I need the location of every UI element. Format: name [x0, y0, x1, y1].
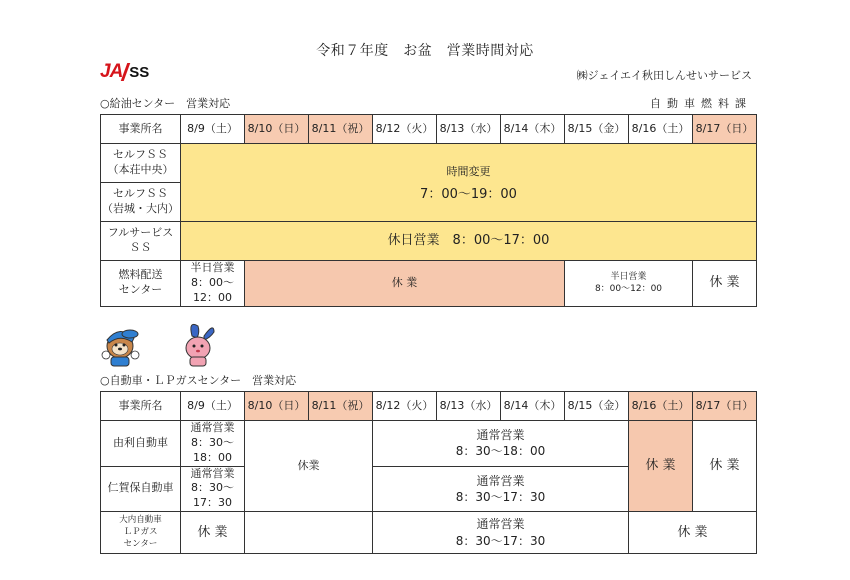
ja-ss-logo [100, 62, 149, 82]
closed-cell: 休 業 [629, 421, 693, 512]
changed-hours-cell: 時間変更 7：00〜19：00 [181, 144, 757, 222]
table-header-row [101, 392, 757, 421]
date-header: 8/9（土） [181, 115, 245, 144]
date-header: 8/15（金） [565, 392, 629, 421]
company-name: ㈱ジェイエイ秋田しんせいサービス [576, 69, 752, 82]
date-header: 8/16（土） [629, 392, 693, 421]
page-title: 令和７年度 お盆 営業時間対応 [316, 43, 534, 59]
logo-ja: JA [100, 61, 123, 82]
logo-ss: SS [129, 64, 150, 81]
table-row [101, 421, 757, 467]
closed-cell: 休 業 [693, 261, 757, 307]
date-header: 8/11（祝） [309, 392, 373, 421]
date-header: 8/16（土） [629, 115, 693, 144]
date-header: 8/14（木） [501, 115, 565, 144]
corner-cell: 事業所名 [101, 115, 181, 144]
closed-cell: 休 業 [693, 421, 757, 512]
date-header: 8/14（木） [501, 392, 565, 421]
table-row [101, 512, 757, 554]
closed-cell: 休 業 [629, 512, 757, 554]
closed-cell: 休 業 [245, 261, 565, 307]
normal-hours-cell: 通常営業 8：30〜18：00 [373, 421, 629, 467]
row-label-self-honjo: セルフＳＳ （本荘中央） [101, 144, 181, 183]
pink-mascot-icon [186, 324, 214, 366]
auto-lpgas-schedule-table [100, 391, 757, 554]
date-header: 8/17（日） [693, 115, 757, 144]
table-header-row [101, 115, 757, 144]
holiday-hours-cell: 休日営業 8：00〜17：00 [181, 222, 757, 261]
row-label-self-iwaki: セルフＳＳ （岩城・大内） [101, 183, 181, 222]
row-label-full-service: フルサービス ＳＳ [101, 222, 181, 261]
table-row [101, 261, 757, 307]
dog-mascot-icon [102, 330, 139, 366]
date-header: 8/10（日） [245, 115, 309, 144]
closed-cell: 休 業 [181, 512, 245, 554]
date-header: 8/13（水） [437, 392, 501, 421]
section1-heading: ○給油センター 営業対応 [100, 97, 231, 110]
date-header: 8/9（土） [181, 392, 245, 421]
half-day-cell: 半日営業 8：00〜12：00 [181, 261, 245, 307]
normal-hours-cell: 通常営業 8：30〜18：00 [181, 421, 245, 467]
row-label-fuel-delivery: 燃料配送 センター [101, 261, 181, 307]
fuel-center-schedule-table [100, 114, 757, 307]
date-header: 8/12（火） [373, 115, 437, 144]
date-header: 8/10（日） [245, 392, 309, 421]
corner-cell: 事業所名 [101, 392, 181, 421]
row-label-yuri: 由利自動車 [101, 421, 181, 467]
department-name: 自動車燃料課 [650, 97, 752, 110]
normal-hours-cell: 通常営業 8：30〜17：30 [181, 466, 245, 512]
date-header: 8/17（日） [693, 392, 757, 421]
table-row [101, 144, 757, 183]
date-header: 8/12（火） [373, 392, 437, 421]
normal-hours-cell: 通常営業 8：30〜17：30 [373, 466, 629, 512]
date-header: 8/13（水） [437, 115, 501, 144]
half-day-cell: 半日営業 8：00〜12：00 [565, 261, 693, 307]
mascot-illustration [100, 318, 220, 368]
closed-cell: 休業 [245, 421, 373, 512]
section2-heading: ○自動車・ＬＰガスセンター 営業対応 [100, 374, 297, 387]
normal-hours-cell: 通常営業 8：30〜17：30 [373, 512, 629, 554]
table-row [101, 222, 757, 261]
date-header: 8/11（祝） [309, 115, 373, 144]
date-header: 8/15（金） [565, 115, 629, 144]
row-label-oouchi: 大内自動車 ＬＰガス センター [101, 512, 181, 554]
row-label-nikaho: 仁賀保自動車 [101, 466, 181, 512]
closed-cell-continuation [245, 512, 373, 554]
